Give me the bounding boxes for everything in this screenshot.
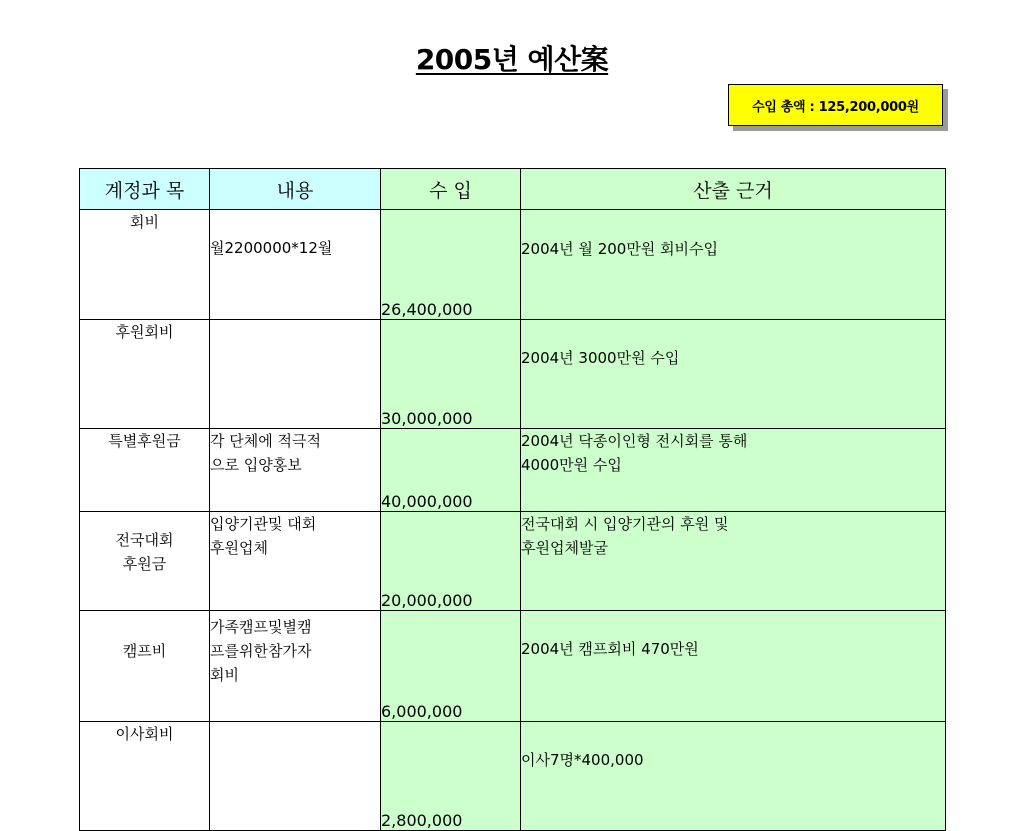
income-cell: 2,800,000 <box>381 722 521 831</box>
account-cell: 회비 <box>80 210 210 320</box>
content-line: 으로 입양홍보 <box>210 456 302 474</box>
content-cell <box>210 320 381 429</box>
header-content: 내용 <box>210 169 381 210</box>
header-account: 계정과 목 <box>80 169 210 210</box>
income-cell: 30,000,000 <box>381 320 521 429</box>
content-line: 각 단체에 적극적 <box>210 432 321 450</box>
content-line: 가족캠프및별캠 <box>210 618 312 636</box>
slide-title: 2005년 예산案 <box>415 43 609 76</box>
header-income: 수 입 <box>381 169 521 210</box>
content-cell <box>210 429 381 512</box>
account-cell: 특별후원금 <box>80 429 210 512</box>
income-cell: 40,000,000 <box>381 429 521 512</box>
table-row <box>80 611 946 722</box>
income-cell: 20,000,000 <box>381 512 521 611</box>
account-cell: 캠프비 <box>80 611 210 722</box>
basis-cell <box>521 429 946 512</box>
content-line: 후원업체 <box>210 539 268 557</box>
account-cell: 이사회비 <box>80 722 210 831</box>
total-income-box: 수입 총액 : 125,200,000원 <box>728 84 943 126</box>
content-cell: 월2200000*12월 <box>210 210 381 320</box>
account-cell <box>80 512 210 611</box>
budget-table <box>79 168 946 831</box>
content-cell <box>210 722 381 831</box>
content-line: 입양기관및 대회 <box>210 515 317 533</box>
basis-line: 후원업체발굴 <box>521 539 608 557</box>
basis-cell: 2004년 3000만원 수입 <box>521 320 946 429</box>
table-row <box>80 320 946 429</box>
table-row <box>80 210 946 320</box>
content-line: 프를위한참가자 <box>210 642 312 660</box>
table-header-row <box>80 169 946 210</box>
header-basis: 산출 근거 <box>521 169 946 210</box>
account-line: 전국대회 <box>115 531 174 549</box>
basis-line: 4000만원 수입 <box>521 456 622 474</box>
table-row <box>80 429 946 512</box>
basis-line: 2004년 닥종이인형 전시회를 통해 <box>521 432 748 450</box>
income-cell: 26,400,000 <box>381 210 521 320</box>
content-line: 회비 <box>210 666 239 684</box>
content-cell <box>210 611 381 722</box>
table-row <box>80 722 946 831</box>
account-line: 후원금 <box>122 555 167 573</box>
table-row <box>80 512 946 611</box>
basis-line: 전국대회 시 입양기관의 후원 및 <box>521 515 729 533</box>
account-cell: 후원회비 <box>80 320 210 429</box>
basis-cell: 2004년 월 200만원 회비수입 <box>521 210 946 320</box>
basis-cell: 2004년 캠프회비 470만원 <box>521 611 946 722</box>
basis-cell <box>521 512 946 611</box>
income-cell: 6,000,000 <box>381 611 521 722</box>
content-cell <box>210 512 381 611</box>
basis-cell: 이사7명*400,000 <box>521 722 946 831</box>
